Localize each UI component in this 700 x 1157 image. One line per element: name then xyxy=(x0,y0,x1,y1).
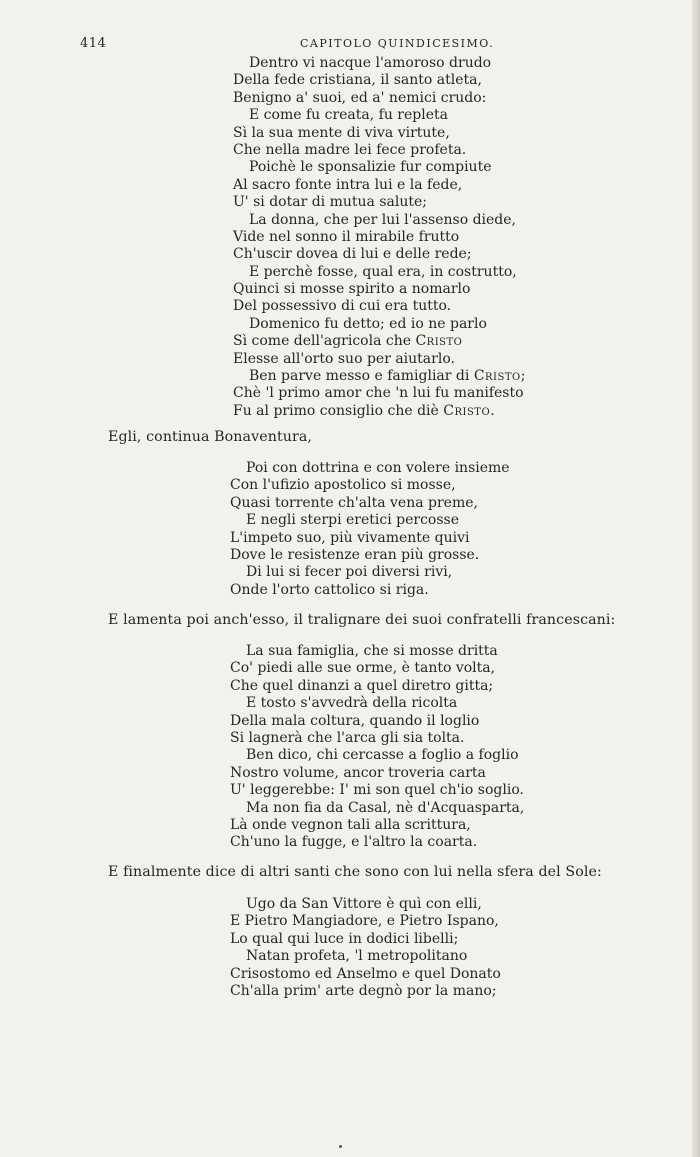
verse-line-text: Elesse all'orto suo per aiutarlo. xyxy=(233,350,455,367)
verse-line-text: Della mala coltura, quando il loglio xyxy=(230,712,480,729)
verse-line-text: Onde l'orto cattolico si riga. xyxy=(230,581,429,598)
verse-line xyxy=(230,582,510,599)
verse-line xyxy=(233,333,525,350)
verse-line xyxy=(233,403,525,420)
verse-line-text: Vide nel sonno il mirabile frutto xyxy=(233,228,460,245)
verse-line xyxy=(233,194,525,211)
verse-line-text: E perchè fosse, qual era, in costrutto, xyxy=(249,263,517,280)
verse-line xyxy=(230,678,524,695)
verse-line-text: Al sacro fonte intra lui e la fede, xyxy=(233,176,463,193)
verse-line xyxy=(233,264,525,281)
prose-paragraph-2: E lamenta poi anch'esso, il tralignare dei suoi confratelli francescani: xyxy=(108,612,616,628)
verse-line-text: Ben parve messo e famigliar di xyxy=(249,368,470,385)
verse-line-text: Quasi torrente ch'alta vena preme, xyxy=(230,494,478,511)
verse-line-text: Domenico fu detto; ed io ne parlo xyxy=(249,315,487,332)
verse-line-text: Della fede cristiana, il santo atleta, xyxy=(233,72,482,89)
verse-line xyxy=(233,316,525,333)
page-edge xyxy=(692,0,700,1157)
verse-line xyxy=(230,782,524,799)
verse-line-text: La sua famiglia, che si mosse dritta xyxy=(246,643,498,659)
verse-line-text: Ch'uscir dovea di lui e delle rede; xyxy=(233,246,472,263)
verse-line xyxy=(233,125,525,142)
verse-line xyxy=(230,765,524,782)
running-title: CAPITOLO QUINDICESIMO. xyxy=(300,37,495,50)
verse-line xyxy=(230,817,524,834)
verse-line-text: Ma non fia da Casal, nè d'Acquasparta, xyxy=(246,799,525,816)
verse-line-text: Chè 'l primo amor che 'n lui fu manifesto xyxy=(233,385,524,402)
punctuation: . xyxy=(490,402,495,419)
verse-line xyxy=(233,177,525,194)
verse-line xyxy=(230,547,510,564)
verse-line xyxy=(233,159,525,176)
verse-line xyxy=(230,747,524,764)
verse-line xyxy=(230,460,510,477)
verse-line-text: Che quel dinanzi a quel diretro gitta; xyxy=(230,677,494,694)
verse-line xyxy=(230,564,510,581)
verse-line-text: U' si dotar di mutua salute; xyxy=(233,194,427,211)
verse-line xyxy=(233,368,525,385)
page-number: 414 xyxy=(80,36,107,51)
small-caps-word: Cristo xyxy=(443,402,491,419)
verse-line xyxy=(233,298,525,315)
verse-line-text: Si lagnerà che l'arca gli sia tolta. xyxy=(230,729,465,746)
verse-line xyxy=(230,477,510,494)
verse-line-text: Poi con dottrina e con volere insieme xyxy=(246,460,510,476)
verse-line-text: Sì come dell'agricola che xyxy=(233,333,412,350)
verse-line-text: Poichè le sponsalizie fur compiute xyxy=(249,159,492,176)
small-caps-word: Cristo xyxy=(473,368,521,385)
verse-line-text: Ch'uno la fugge, e l'altro la coarta. xyxy=(230,834,478,851)
verse-line-text: Con l'ufizio apostolico si mosse, xyxy=(230,477,456,494)
verse-line-text: Del possessivo di cui era tutto. xyxy=(233,298,452,315)
verse-line-text: Crisostomo ed Anselmo e quel Donato xyxy=(230,965,501,982)
verse-line xyxy=(230,512,510,529)
verse-line xyxy=(233,107,525,124)
verse-line-text: E tosto s'avvedrà della ricolta xyxy=(246,695,458,712)
verse-line-text: Fu al primo consiglio che diè xyxy=(233,402,439,419)
verse-line xyxy=(230,530,510,547)
verse-line-text: E negli sterpi eretici percosse xyxy=(246,512,460,529)
verse-line xyxy=(233,246,525,263)
punctuation: ; xyxy=(520,368,526,385)
verse-line xyxy=(230,643,524,660)
verse-line xyxy=(230,695,524,712)
footer-mark xyxy=(339,1145,342,1148)
verse-line-text: E come fu creata, fu repleta xyxy=(249,107,448,124)
verse-line-text: Ugo da San Vittore è quì con elli, xyxy=(246,896,482,912)
verse-line xyxy=(233,142,525,159)
prose-paragraph-1: Egli, continua Bonaventura, xyxy=(108,429,313,445)
verse-line xyxy=(230,983,501,1000)
verse-line xyxy=(233,351,525,368)
verse-line xyxy=(233,229,525,246)
verse-line-text: Che nella madre lei fece profeta. xyxy=(233,141,467,158)
page-header xyxy=(0,36,700,54)
verse-line-text: Lo qual qui luce in dodici libelli; xyxy=(230,930,459,947)
verse-line-text: Ben dico, chi cercasse a foglio a foglio xyxy=(246,747,519,764)
verse-line-text: Dentro vi nacque l'amoroso drudo xyxy=(249,55,492,71)
verse-line-text: Ch'alla prim' arte degnò por la mano; xyxy=(230,982,497,999)
verse-line-text: Nostro volume, ancor troveria carta xyxy=(230,764,486,781)
verse-line xyxy=(230,800,524,817)
verse-line xyxy=(233,281,525,298)
verse-line-text: Quinci si mosse spirito a nomarlo xyxy=(233,281,471,298)
verse-line-text: Di lui si fecer poi diversi rivi, xyxy=(246,564,453,581)
verse-line-text: La donna, che per lui l'assenso diede, xyxy=(249,211,516,228)
verse-line xyxy=(230,966,501,983)
verse-line-text: E Pietro Mangiadore, e Pietro Ispano, xyxy=(230,913,499,930)
verse-line xyxy=(230,834,524,851)
verse-line xyxy=(233,212,525,229)
verse-line xyxy=(230,931,501,948)
verse-line xyxy=(230,730,524,747)
verse-line xyxy=(230,713,524,730)
prose-paragraph-3: E finalmente dice di altri santi che sono con lui nella sfera del Sole: xyxy=(108,864,602,880)
verse-line-text: Là onde vegnon tali alla scrittura, xyxy=(230,816,471,833)
verse-line xyxy=(233,55,525,72)
verse-line-text: U' leggerebbe: I' mi son quel ch'io soglio. xyxy=(230,782,524,799)
verse-block-1 xyxy=(233,55,525,420)
verse-line xyxy=(230,913,501,930)
verse-line xyxy=(233,90,525,107)
verse-line xyxy=(230,660,524,677)
verse-line xyxy=(233,72,525,89)
verse-line-text: Sì la sua mente di viva virtute, xyxy=(233,124,450,141)
verse-line-text: Natan profeta, 'l metropolitano xyxy=(246,948,468,965)
verse-line-text: Dove le resistenze eran più grosse. xyxy=(230,546,480,563)
verse-block-4 xyxy=(230,896,501,1000)
verse-line xyxy=(230,948,501,965)
verse-line xyxy=(230,896,501,913)
verse-line-text: Co' piedi alle sue orme, è tanto volta, xyxy=(230,660,496,677)
verse-block-2 xyxy=(230,460,510,599)
verse-line xyxy=(233,385,525,402)
verse-line xyxy=(230,495,510,512)
verse-line-text: Benigno a' suoi, ed a' nemici crudo: xyxy=(233,89,487,106)
small-caps-word: Cristo xyxy=(415,333,463,350)
verse-line-text: L'impeto suo, più vivamente quivi xyxy=(230,529,470,546)
verse-block-3 xyxy=(230,643,524,852)
